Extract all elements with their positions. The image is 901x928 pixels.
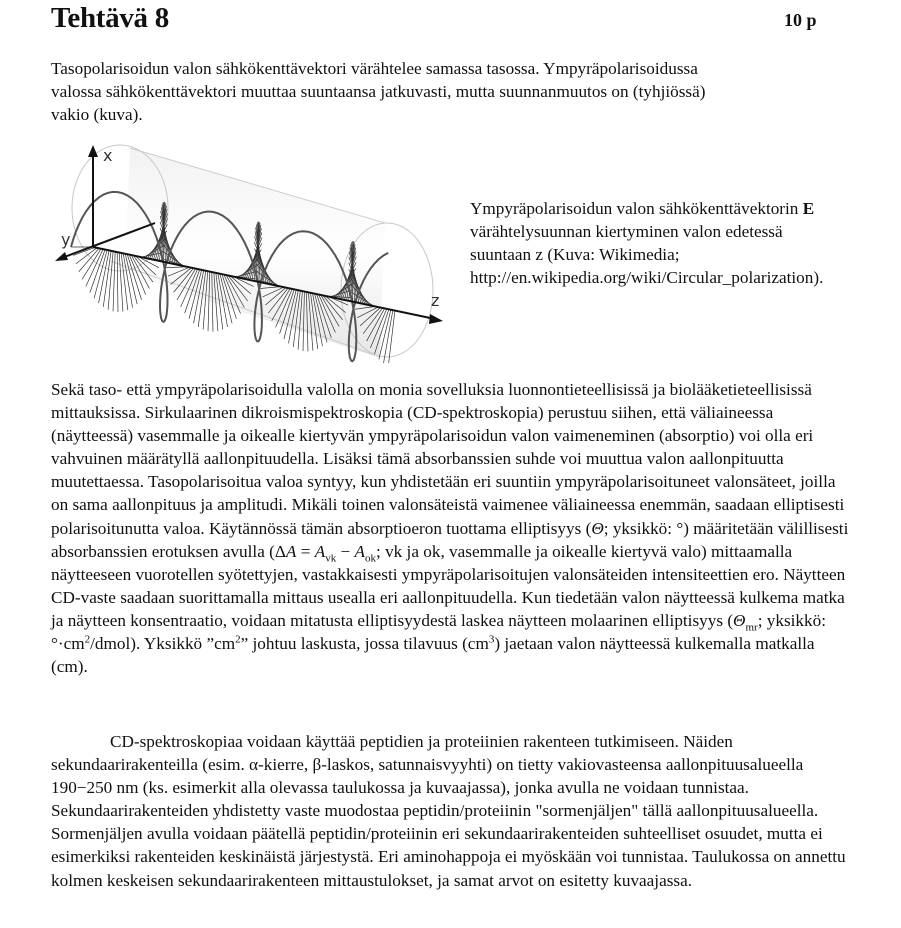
body-paragraph-1: Sekä taso- että ympyräpolarisoidulla valolla on monia sovelluksia luonnontieteellisissä ja biolääketieteellisissä mittauksissa. Sirkulaarinen dikroismispektroskopia (CD-spektroskopia) perustuu siihen, että väliaineessa (näytteessä) vasemmalle ja oikealle kiertyvän ympyräpolarisoidun valon vaimeneminen (absorptio) voi olla eri vahvuinen määrätyllä aallonpituudella. Lisäksi tämä absorbanssien suhde voi muuttua valon aallonpituutta muutettaessa. Tasopolarisoitua valoa syntyy, kun yhdistetään eri suuntiin ympyräpolarisoituneet valonsäteet, joilla on sama aallonpituus ja amplitudi. Mikäli toinen valonsäteistä vaimenee väliaineessa enemmän, saadaan elliptisesti polarisoitunutta valoa. Käytännössä tämän absorptioeron tuottama elliptisyys (Θ; yksikkö: °) määritetään välillisesti absorbanssien erotuksen avulla ($\Delta A = A_{vk} - A_{ok}$; vk ja ok, vasemmalle ja oikealle kiertyvä valo) mittaamalla näytteeseen vuorotellen syötettyjen, vastakkaisesti ympyräpolarisoitujen valonsäteiden intensiteettien ero. Näytteen CD-vaste saadaan suorittamalla mittaus usealla eri aallonpituudella. Kun tiedetään valon näytteessä kulkema matka ja näytteen konsentraatio, voidaan mitatusta elliptisyydestä laskea näytteen molaarinen elliptisyys ($\Theta_{mr}$; yksikkö: $^\circ\cdot cm^2/dmol$). Yksikkö $”cm^2$” johtuu laskusta, jossa tilavuus $(cm^3)$ jaetaan valon näytteessä kulkemalla matkalla (cm). [51,380,849,677]
field-vector [117,252,118,312]
z-axis-arrowhead [429,314,443,324]
y-axis-label: y [61,230,71,249]
y-axis-arrowhead [55,252,68,261]
x-axis-label: x [103,146,113,165]
theta-symbol: Θ [591,518,604,538]
body-paragraph-2: CD-spektroskopiaa voidaan käyttää peptidien ja proteiinien rakenteen tutkimiseen. Näiden sekundaarirakenteilla (esim. α-kierre, β-laskos, satunnaisvyyhti) on tietty vakiovasteensa aallonpituusalueella 190−250 nm (ks. esimerkit alla olevassa taulukossa ja kuvaajassa), jonka avulla ne voidaan tunnistaa. Sekundaarirakenteiden yhdistetty vaste muodostaa peptidin/proteiinin "sormenjäljen" tällä aallonpituusalueella. Sormenjäljen avulla voidaan päätellä peptidin/proteiinin eri sekundaarirakenteiden suhteelliset osuudet, mutta ei esimerkiksi rakenteiden keskinäistä järjestystä. Eri aminohappoja ei myöskään voi tunnistaa. Taulukossa on annettu kolmen keskeisen sekundaarirakenteen mittaustulokset, ja samat arvot on esitetty kuvaajassa. [51,732,846,890]
theta-mr-symbol: Θ [733,610,746,630]
figure-caption: Ympyräpolarisoidun valon sähkökenttävektorin E värähtelysuunnan kiertyminen valon edetessä suuntaan z (Kuva: Wikimedia; http://en.wikipedia.org/wiki/Circular_polarization). [470,199,824,288]
task-title: Tehtävä 8 [51,2,169,34]
circular-polarization-figure [55,143,455,363]
z-axis-label: z [431,291,440,310]
field-vector [113,252,115,312]
x-axis-arrowhead [88,145,98,157]
intro-line: valossa sähkökenttävektori muuttaa suuntaansa jatkuvasti, mutta suunnanmuutos on (tyhjiössä) [51,82,706,102]
intro-paragraph [51,57,851,126]
helix-diagram [55,143,455,363]
e-field-symbol: E [802,199,815,218]
intro-line: Tasopolarisoidun valon sähkökenttävektori värähtelee samassa tasossa. Ympyräpolarisoidussa [51,59,698,78]
intro-line: vakio (kuva). [51,105,143,125]
field-vector [108,251,113,309]
task-points: 10 p [784,10,817,30]
